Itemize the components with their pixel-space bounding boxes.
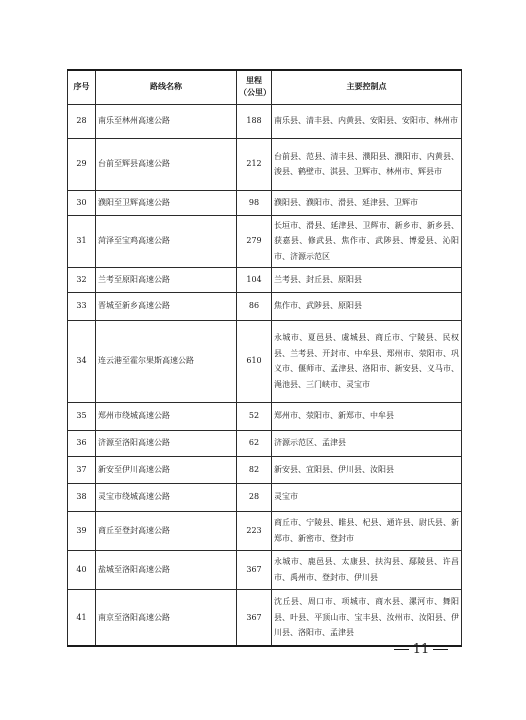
page-footer	[386, 641, 456, 657]
cell-mileage: 212	[237, 138, 272, 190]
cell-route-name: 兰考至原阳高速公路	[96, 267, 237, 292]
table-row	[68, 430, 462, 456]
cell-control-points: 济源示范区、孟津县	[272, 430, 462, 456]
header-control-points: 主要控制点	[272, 70, 462, 104]
header-mileage-line2: （公里）	[239, 88, 271, 98]
header-seq: 序号	[68, 70, 96, 104]
cell-route-name: 菏泽至宝鸡高速公路	[96, 215, 237, 267]
cell-mileage: 86	[237, 292, 272, 320]
cell-seq: 30	[68, 190, 96, 215]
table-row	[68, 292, 462, 320]
cell-control-points: 长垣市、滑县、延津县、卫辉市、新乡市、新乡县、获嘉县、修武县、焦作市、武陟县、博爱县、沁阳市、济源示范区	[272, 215, 462, 267]
cell-route-name: 濮阳至卫辉高速公路	[96, 190, 237, 215]
cell-mileage: 82	[237, 456, 272, 483]
cell-mileage: 367	[237, 589, 272, 646]
cell-seq: 32	[68, 267, 96, 292]
page-number: 11	[412, 641, 430, 657]
table-row	[68, 215, 462, 267]
cell-mileage: 98	[237, 190, 272, 215]
cell-route-name: 新安至伊川高速公路	[96, 456, 237, 483]
cell-mileage: 62	[237, 430, 272, 456]
table-header-row	[68, 70, 462, 104]
table-row	[68, 511, 462, 550]
cell-control-points: 永城市、夏邑县、虞城县、商丘市、宁陵县、民权县、兰考县、开封市、中牟县、郑州市、荥阳市、巩义市、偃师市、孟津县、洛阳市、新安县、义马市、渑池县、三门峡市、灵宝市	[272, 320, 462, 402]
cell-route-name: 郑州市绕城高速公路	[96, 402, 237, 430]
table-row	[68, 267, 462, 292]
cell-route-name: 连云港至霍尔果斯高速公路	[96, 320, 237, 402]
cell-route-name: 商丘至登封高速公路	[96, 511, 237, 550]
table-row	[68, 456, 462, 483]
cell-seq: 36	[68, 430, 96, 456]
cell-control-points: 濮阳县、濮阳市、滑县、延津县、卫辉市	[272, 190, 462, 215]
cell-mileage: 279	[237, 215, 272, 267]
cell-seq: 33	[68, 292, 96, 320]
cell-control-points: 郑州市、荥阳市、新郑市、中牟县	[272, 402, 462, 430]
cell-mileage: 52	[237, 402, 272, 430]
cell-seq: 38	[68, 483, 96, 511]
table-row	[68, 550, 462, 589]
cell-seq: 31	[68, 215, 96, 267]
cell-route-name: 灵宝市绕城高速公路	[96, 483, 237, 511]
cell-control-points: 永城市、鹿邑县、太康县、扶沟县、鄢陵县、许昌市、禹州市、登封市、伊川县	[272, 550, 462, 589]
header-route-name: 路线名称	[96, 70, 237, 104]
cell-seq: 35	[68, 402, 96, 430]
cell-seq: 28	[68, 104, 96, 138]
cell-mileage: 610	[237, 320, 272, 402]
table-row	[68, 402, 462, 430]
cell-control-points: 南乐县、清丰县、内黄县、安阳县、安阳市、林州市	[272, 104, 462, 138]
table-row	[68, 190, 462, 215]
cell-mileage: 367	[237, 550, 272, 589]
table-row	[68, 589, 462, 646]
cell-control-points: 商丘市、宁陵县、睢县、杞县、通许县、尉氏县、新郑市、新密市、登封市	[272, 511, 462, 550]
cell-control-points: 灵宝市	[272, 483, 462, 511]
cell-route-name: 南乐至林州高速公路	[96, 104, 237, 138]
cell-seq: 41	[68, 589, 96, 646]
cell-control-points: 沈丘县、周口市、项城市、商水县、漯河市、舞阳县、叶县、平顶山市、宝丰县、汝州市、汝阳县、伊川县、洛阳市、孟津县	[272, 589, 462, 646]
cell-route-name: 济源至洛阳高速公路	[96, 430, 237, 456]
cell-route-name: 晋城至新乡高速公路	[96, 292, 237, 320]
cell-control-points: 兰考县、封丘县、原阳县	[272, 267, 462, 292]
cell-seq: 29	[68, 138, 96, 190]
footer-dash-right	[433, 649, 448, 650]
cell-mileage: 188	[237, 104, 272, 138]
table-row	[68, 483, 462, 511]
cell-mileage: 104	[237, 267, 272, 292]
cell-control-points: 焦作市、武陟县、原阳县	[272, 292, 462, 320]
cell-seq: 34	[68, 320, 96, 402]
footer-dash-left	[394, 649, 409, 650]
cell-control-points: 台前县、范县、清丰县、濮阳县、濮阳市、内黄县、浚县、鹤壁市、淇县、卫辉市、林州市、辉县市	[272, 138, 462, 190]
header-mileage-line1: 里程	[246, 76, 262, 86]
table-row	[68, 104, 462, 138]
table-row	[68, 320, 462, 402]
highway-route-table	[67, 69, 462, 647]
cell-route-name: 台前至辉县高速公路	[96, 138, 237, 190]
cell-mileage: 223	[237, 511, 272, 550]
cell-control-points: 新安县、宜阳县、伊川县、汝阳县	[272, 456, 462, 483]
header-mileage	[237, 70, 272, 104]
cell-route-name: 盐城至洛阳高速公路	[96, 550, 237, 589]
cell-seq: 39	[68, 511, 96, 550]
table-row	[68, 138, 462, 190]
cell-mileage: 28	[237, 483, 272, 511]
cell-seq: 37	[68, 456, 96, 483]
cell-route-name: 南京至洛阳高速公路	[96, 589, 237, 646]
cell-seq: 40	[68, 550, 96, 589]
